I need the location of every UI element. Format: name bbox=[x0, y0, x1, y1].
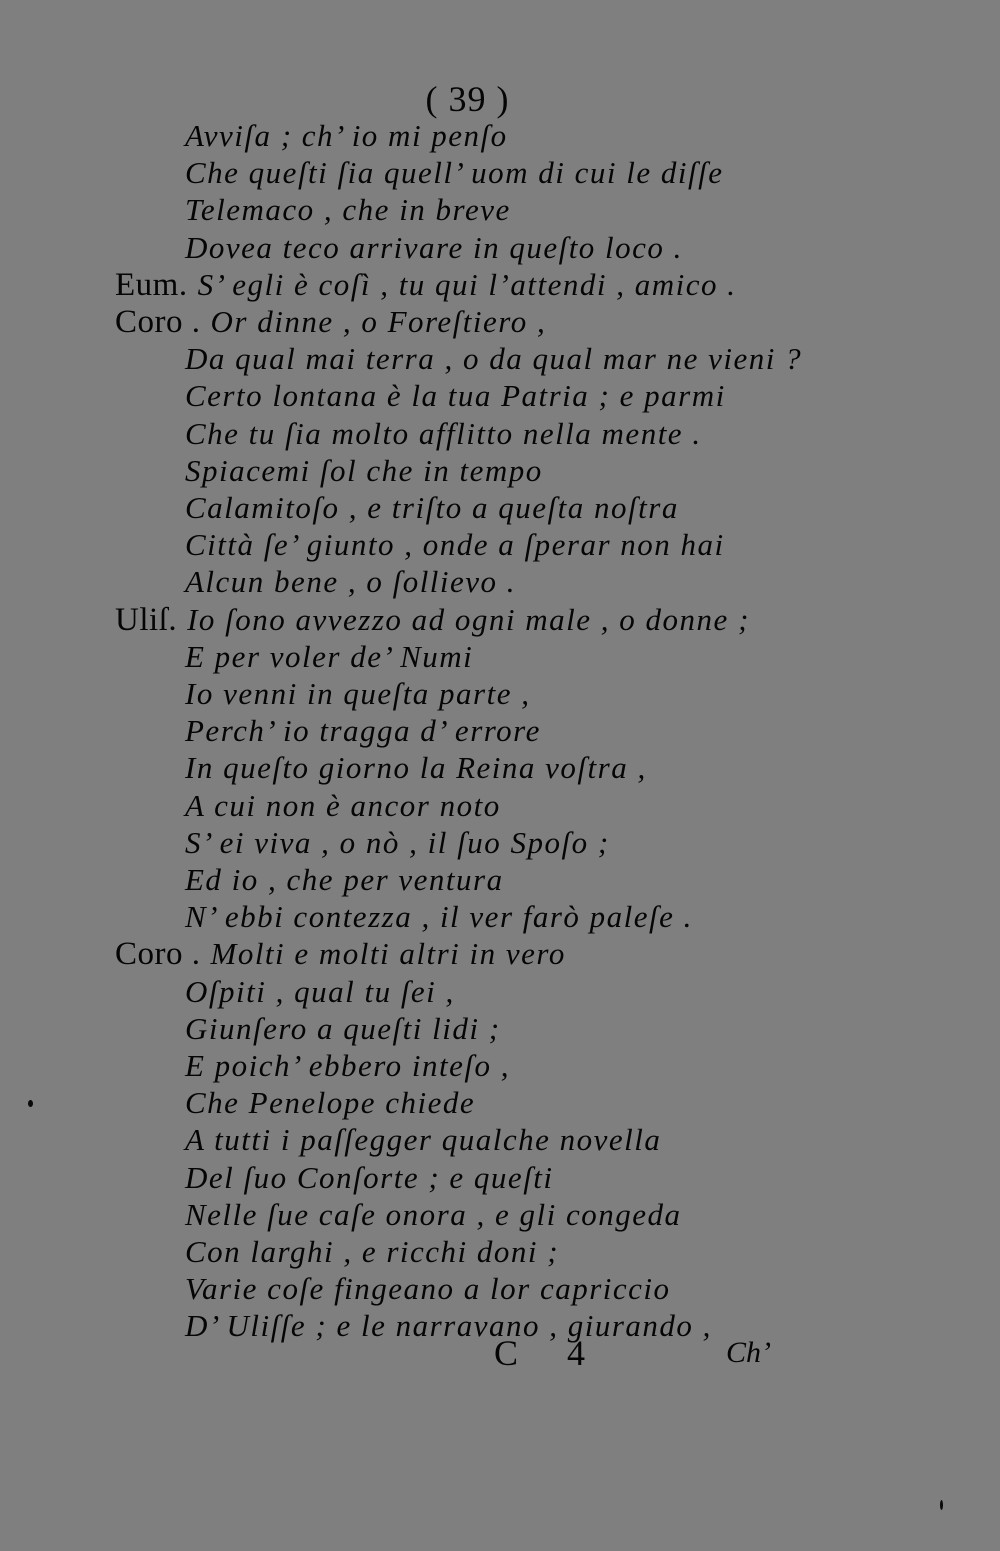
ink-speck bbox=[940, 1500, 943, 1510]
verse-text: In queſto giorno la Reina voſtra , bbox=[185, 750, 647, 785]
verse-line bbox=[185, 232, 683, 263]
verse-line bbox=[185, 790, 501, 821]
speaker-label: Coro . bbox=[115, 936, 201, 972]
verse-line bbox=[185, 1013, 501, 1044]
verse-line bbox=[185, 1087, 475, 1118]
verse-line bbox=[185, 529, 725, 560]
verse-text: Città ſe’ giunto , onde a ſperar non hai bbox=[185, 527, 725, 562]
verse-line bbox=[185, 864, 504, 895]
verse-text: Nelle ſue caſe onora , e gli congeda bbox=[185, 1197, 682, 1232]
verse-text: Molti e molti altri in vero bbox=[210, 936, 566, 971]
verse-text: E poich’ ebbero inteſo , bbox=[185, 1048, 510, 1083]
verse-line bbox=[185, 418, 702, 449]
verse-line bbox=[185, 1050, 510, 1081]
verse-line bbox=[185, 380, 726, 411]
verse-line bbox=[185, 566, 516, 597]
verse-text: E per voler de’ Numi bbox=[185, 639, 474, 674]
verse-line bbox=[185, 1236, 559, 1267]
page-number: ( 39 ) bbox=[425, 79, 510, 119]
verse-line bbox=[185, 343, 802, 374]
verse-text: Ed io , che per ventura bbox=[185, 862, 504, 897]
verse-text: Alcun bene , o ſollievo . bbox=[185, 564, 517, 599]
verse-line bbox=[185, 157, 723, 188]
verse-text: S’ ei viva , o nò , il ſuo Spoſo ; bbox=[185, 825, 610, 860]
verse-line bbox=[185, 1162, 554, 1193]
verse-text: Io venni in queſta parte , bbox=[185, 676, 531, 711]
verse-line bbox=[185, 901, 693, 932]
verse-text: Del ſuo Conſorte ; e queſti bbox=[185, 1160, 554, 1195]
speaker-label: Coro . bbox=[115, 304, 201, 340]
verse-line bbox=[115, 306, 546, 339]
verse-line bbox=[185, 641, 473, 672]
verse-text: Dovea teco arrivare in queſto loco . bbox=[185, 230, 683, 265]
verse-text: Calamitoſo , e triſto a queſta noſtra bbox=[185, 490, 679, 525]
verse-line bbox=[185, 1199, 682, 1230]
verse-text: Or dinne , o Foreſtiero , bbox=[210, 304, 547, 339]
verse-text: Che queſti ſia quell’ uom di cui le diſſe bbox=[185, 155, 724, 190]
verse-text: Telemaco , che in breve bbox=[185, 192, 511, 227]
speaker-label: Uliſ. bbox=[115, 602, 178, 638]
verse-text: Oſpiti , qual tu ſei , bbox=[185, 974, 455, 1009]
verse-text: D’ Uliſſe ; e le narravano , giurando , bbox=[185, 1308, 712, 1343]
verse-line bbox=[185, 194, 511, 225]
verse-line bbox=[115, 604, 750, 637]
verse-line bbox=[185, 455, 543, 486]
verse-text: Varie coſe fingeano a lor capriccio bbox=[185, 1271, 671, 1306]
verse-line bbox=[185, 1124, 661, 1155]
verse-text: Che Penelope chiede bbox=[185, 1085, 476, 1120]
verse-line bbox=[185, 678, 531, 709]
verse-text: Io ſono avvezzo ad ogni male , o donne ; bbox=[187, 602, 750, 637]
verse-text: S’ egli è coſì , tu qui l’attendi , amico . bbox=[197, 267, 737, 302]
signature-mark: C 4 bbox=[494, 1333, 606, 1373]
verse-text: A cui non è ancor noto bbox=[185, 788, 501, 823]
verse-line bbox=[115, 938, 566, 971]
verse-text: Spiacemi ſol che in tempo bbox=[185, 453, 543, 488]
verse-text: Avviſa ; ch’ io mi penſo bbox=[185, 118, 508, 153]
verse-line bbox=[185, 120, 508, 151]
verse-line bbox=[185, 752, 647, 783]
verse-text: Da qual mai terra , o da qual mar ne vieni ? bbox=[185, 341, 803, 376]
verse-line bbox=[185, 1273, 671, 1304]
verse-line bbox=[185, 827, 610, 858]
verse-text: Certo lontana è la tua Patria ; e parmi bbox=[185, 378, 726, 413]
verse-line bbox=[185, 492, 679, 523]
verse-text: Che tu ſia molto afflitto nella mente . bbox=[185, 416, 702, 451]
verse-line bbox=[115, 269, 736, 302]
verse-text: N’ ebbi contezza , il ver farò paleſe . bbox=[185, 899, 693, 934]
verse-line bbox=[185, 976, 455, 1007]
catchword: Ch’ bbox=[726, 1336, 771, 1369]
verse-text: Perch’ io tragga d’ errore bbox=[185, 713, 541, 748]
verse-line bbox=[185, 715, 541, 746]
speaker-label: Eum. bbox=[115, 267, 188, 303]
verse-text: Giunſero a queſti lidi ; bbox=[185, 1011, 501, 1046]
ink-speck bbox=[28, 1100, 33, 1107]
verse-text: A tutti i paſſegger qualche novella bbox=[185, 1122, 662, 1157]
page-footer bbox=[0, 1332, 1000, 1382]
verse-text: Con larghi , e ricchi doni ; bbox=[185, 1234, 560, 1269]
